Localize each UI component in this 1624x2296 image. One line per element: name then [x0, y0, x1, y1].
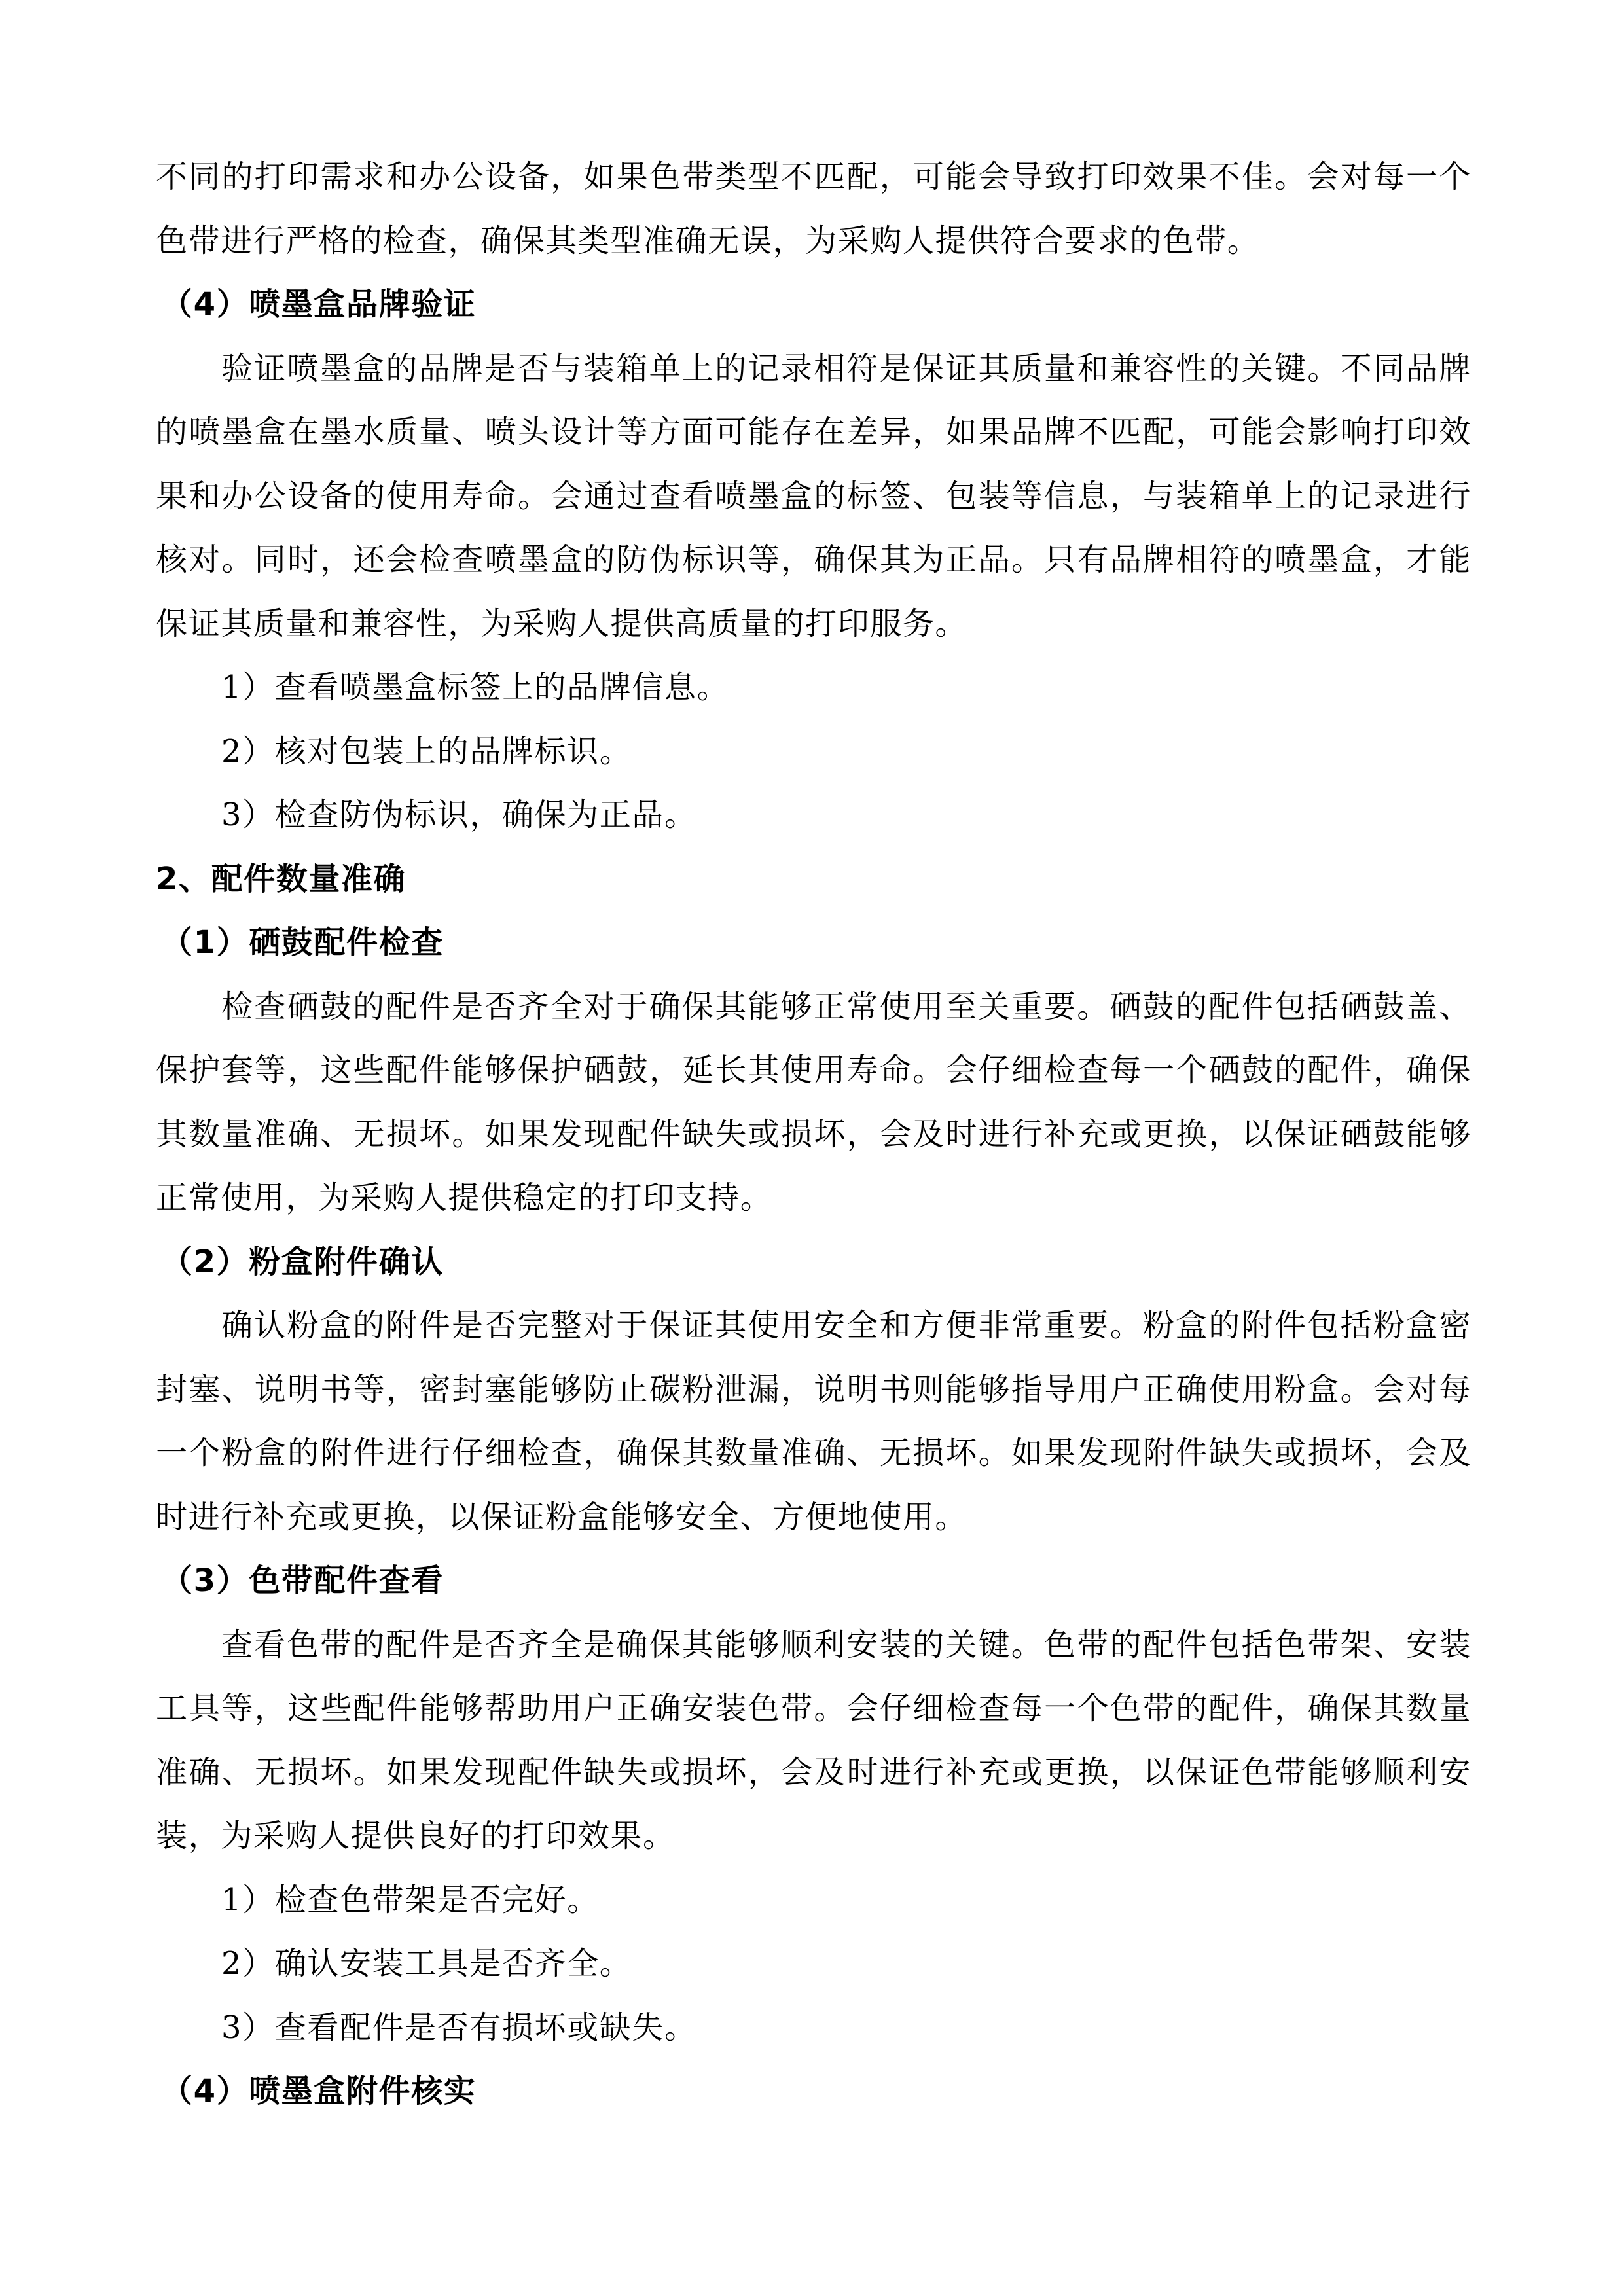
paragraph-line: 验证喷墨盒的品牌是否与装箱单上的记录相符是保证其质量和兼容性的关键。不同品牌 [221, 350, 1471, 387]
list-item: 2）确认安装工具是否齐全。 [221, 1945, 632, 1982]
ribbon-paragraph [156, 1613, 1471, 1869]
paragraph-line: 果和办公设备的使用寿命。会通过查看喷墨盒的标签、包装等信息，与装箱单上的记录进行 [156, 477, 1471, 514]
paragraph-line: 查看色带的配件是否齐全是确保其能够顺利安装的关键。色带的配件包括色带架、安装 [221, 1626, 1471, 1663]
list-item: 1）查看喷墨盒标签上的品牌信息。 [221, 669, 730, 706]
heading-ink-brand-verification: （4）喷墨盒品牌验证 [161, 286, 477, 323]
heading-toner-accessory-confirm: （2）粉盒附件确认 [161, 1243, 444, 1280]
paragraph-line: 确认粉盒的附件是否完整对于保证其使用安全和方便非常重要。粉盒的附件包括粉盒密 [221, 1307, 1471, 1344]
paragraph-line: 准确、无损坏。如果发现配件缺失或损坏，会及时进行补充或更换，以保证色带能够顺利安 [156, 1753, 1471, 1791]
paragraph-line: 核对。同时，还会检查喷墨盒的防伪标识等，确保其为正品。只有品牌相符的喷墨盒，才能 [156, 541, 1471, 578]
paragraph-line: 色带进行严格的检查，确保其类型准确无误，为采购人提供符合要求的色带。 [156, 222, 1260, 259]
list-item: 3）查看配件是否有损坏或缺失。 [221, 2009, 697, 2046]
list-item: 1）检查色带架是否完好。 [221, 1881, 600, 1918]
drum-paragraph [156, 975, 1471, 1230]
ink-brand-paragraph [156, 337, 1471, 656]
heading-ribbon-accessory-check: （3）色带配件查看 [161, 1562, 444, 1599]
heading-drum-accessory-check: （1）硒鼓配件检查 [161, 924, 444, 961]
paragraph-line: 正常使用，为采购人提供稳定的打印支持。 [156, 1179, 773, 1216]
paragraph-line: 保证其质量和兼容性，为采购人提供高质量的打印服务。 [156, 605, 968, 642]
paragraph-line: 保护套等，这些配件能够保护硒鼓，延长其使用寿命。会仔细检查每一个硒鼓的配件，确保 [156, 1052, 1471, 1088]
list-item: 2）核对包装上的品牌标识。 [221, 732, 632, 770]
paragraph-line: 不同的打印需求和办公设备，如果色带类型不匹配，可能会导致打印效果不佳。会对每一个 [156, 158, 1471, 195]
heading-ink-accessory-verify: （4）喷墨盒附件核实 [161, 2073, 477, 2109]
heading-accessory-quantity: 2、配件数量准确 [156, 860, 406, 897]
paragraph-line: 的喷墨盒在墨水质量、喷头设计等方面可能存在差异，如果品牌不匹配，可能会影响打印效 [156, 414, 1471, 450]
paragraph-line: 时进行补充或更换，以保证粉盒能够安全、方便地使用。 [156, 1498, 968, 1535]
continuation-paragraph [156, 145, 1471, 273]
paragraph-line: 装，为采购人提供良好的打印效果。 [156, 1818, 676, 1854]
toner-paragraph [156, 1294, 1471, 1549]
paragraph-line: 封塞、说明书等，密封塞能够防止碳粉泄漏，说明书则能够指导用户正确使用粉盒。会对每 [156, 1371, 1471, 1408]
paragraph-line: 检查硒鼓的配件是否齐全对于确保其能够正常使用至关重要。硒鼓的配件包括硒鼓盖、 [221, 988, 1471, 1025]
paragraph-line: 一个粉盒的附件进行仔细检查，确保其数量准确、无损坏。如果发现附件缺失或损坏，会及 [156, 1435, 1471, 1471]
paragraph-line: 其数量准确、无损坏。如果发现配件缺失或损坏，会及时进行补充或更换，以保证硒鼓能够 [156, 1115, 1471, 1153]
list-item: 3）检查防伪标识，确保为正品。 [221, 797, 697, 833]
document-page [156, 145, 1471, 2124]
paragraph-line: 工具等，这些配件能够帮助用户正确安装色带。会仔细检查每一个色带的配件，确保其数量 [156, 1690, 1471, 1727]
